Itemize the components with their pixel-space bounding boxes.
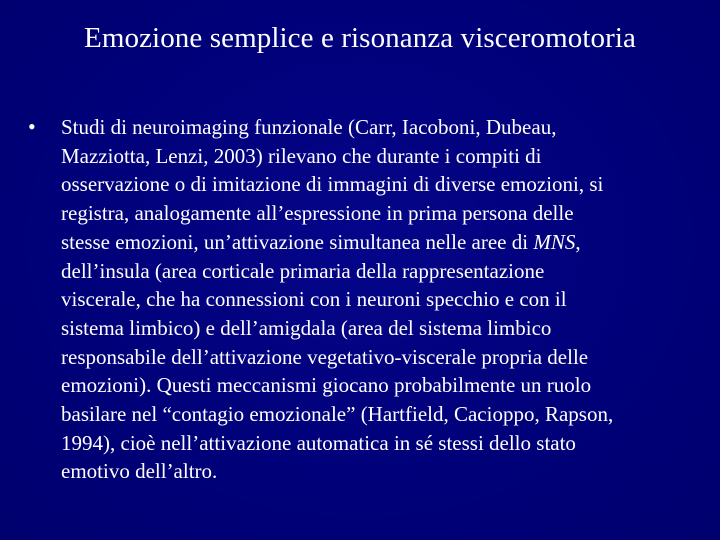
bullet-line-text: dell’insula (area corticale primaria della rappresentazione [61,258,545,283]
bullet-text [61,113,711,486]
bullet-line-text: Mazziotta, Lenzi, 2003) rilevano che durante i compiti di [61,143,542,168]
bullet-line [61,429,711,458]
bullet-line-text: emozioni). Questi meccanismi giocano probabilmente un ruolo [61,373,592,398]
bullet-line [61,142,711,171]
bullet-line [61,257,711,286]
bullet-line-text: Studi di neuroimaging funzionale (Carr, Iacoboni, Dubeau, [61,115,557,139]
bullet-line [61,199,711,228]
mns-term: MNS [533,229,576,254]
bullet-icon: • [28,114,36,139]
bullet-line-text: osservazione o di imitazione di immagini di diverse emozioni, si [61,172,604,197]
bullet-line [61,314,711,343]
bullet-line [61,371,711,400]
bullet-line-text: 1994), cioè nell’attivazione automatica in sé stessi dello stato [61,430,576,455]
slide-title: Emozione semplice e risonanza visceromotoria [84,22,636,54]
bullet-line-text: responsabile dell’attivazione vegetativo-viscerale propria delle [61,344,589,369]
bullet-line [61,228,711,257]
bullet-line-text: , [575,229,581,254]
bullet-line [61,400,711,429]
bullet-line [61,343,711,372]
bullet-line [61,457,711,486]
bullet-line [61,285,711,314]
bullet-line-text: emotivo dell’altro. [61,459,218,484]
bullet-line-text: basilare nel “contagio emozionale” (Hartfield, Cacioppo, Rapson, [61,402,614,427]
bullet-line-text: sistema limbico) e dell’amigdala (area del sistema limbico [61,315,552,340]
bullet-line-text: viscerale, che ha connessioni con i neuroni specchio e con il [61,287,567,312]
bullet-line [61,113,711,142]
bullet-line-text: stesse emozioni, un’attivazione simultanea nelle aree di [61,229,534,254]
bullet-line [61,170,711,199]
bullet-line-text: registra, analogamente all’espressione in prima persona delle [61,201,574,226]
